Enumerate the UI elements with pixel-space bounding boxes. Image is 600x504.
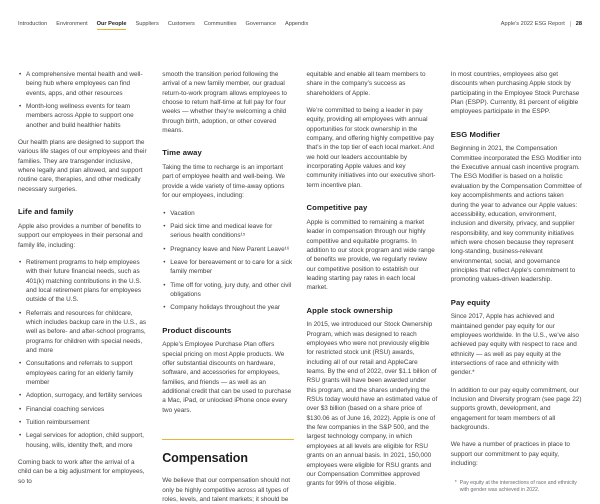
espp-paragraph: In most countries, employees also get discounts when purchasing Apple stock by participating in the Employee Stock Purchase Plan (ESPP). Currently, 81 percent of eligible employees participate in the ESPP. [450, 71, 580, 116]
list-item: • Leave for bereavement or to care for a sick family member [162, 258, 293, 277]
nav-item-our-people[interactable]: Our People [97, 21, 127, 30]
list-item: • Consultations and referrals to support employees caring for an elderly family member [18, 359, 149, 387]
page-info [501, 21, 582, 27]
section-heading-pay-equity: Pay equity [450, 297, 491, 307]
list-item: • Tuition reimbursement [18, 418, 149, 427]
section-heading-compensation: Compensation [162, 451, 248, 466]
content-columns [18, 70, 582, 504]
column-3 [306, 70, 438, 488]
list-item: • Financial coaching services [18, 405, 149, 414]
list-item: • Company holidays throughout the year [162, 303, 293, 312]
return-to-work-paragraph-start: Coming back to work after the arrival of a child can be a big adjustment for employees, so to [18, 459, 145, 485]
inclusion-diversity-paragraph: In addition to our pay equity commitment, our Inclusion and Diversity program (see page 22) supports growth, development, and engagement for team members of all backgrounds. [450, 386, 582, 432]
compensation-paragraph-continued: equitable and enable all team members to share in the company’s success as shareholders of Apple. [306, 71, 426, 97]
page-header [18, 21, 582, 30]
nav-item-suppliers[interactable]: Suppliers [135, 21, 159, 27]
list-item: • Paid sick time and medical leave for serious health conditions¹⁵ [162, 222, 293, 241]
nav-item-environment[interactable]: Environment [56, 21, 88, 27]
wellbeing-bullet-list [18, 70, 149, 130]
list-item: • Retirement programs to help employees with their future financial needs, such as 401(k) matching contributions in the U.S. and local retirement plans for employees outside of the U.S. [18, 258, 149, 305]
life-family-bullet-list [18, 258, 149, 450]
stock-ownership-paragraph: In 2015, we introduced our Stock Ownership Program, which was designed to reach employees who were not previously eligible for restricted stock unit (RSU) awards, including all of our retail and AppleCare teams. By the end of 2022, over $1.1 billion of RSU grants will have been awarded under this program, and the shares underlying the RSUs today would have an estimated value of over $3 billion (based on a share price of $130.06 as of June 16, 2022). Apple is one of the few companies in the S&P 500, and the largest technology company, in which employees at all levels are eligible for RSU grants on an annual basis. In 2021, 150,000 employees were eligible for RSU grants and our Compensation Committee approved grants for 99% of those eligible. [306, 321, 438, 488]
nav-item-communities[interactable]: Communities [203, 21, 237, 27]
report-nav [18, 21, 308, 30]
pay-equity-practices-paragraph: We have a number of practices in place to support our commitment to pay equity, including: [450, 441, 570, 468]
nav-item-introduction[interactable]: Introduction [18, 21, 48, 27]
health-plans-paragraph: Our health plans are designed to support the various life stages of our employees and their families. They are transgender inclusive, where legally and plan allowed, and support routine care, therapies, and other medically necessary surgeries. [18, 139, 147, 193]
list-item: • Referrals and resources for childcare, which includes backup care in the U.S., as well as before- and after-school programs, programs for children with special needs, and more [18, 309, 149, 356]
list-item: • Adoption, surrogacy, and fertility services [18, 391, 149, 400]
section-heading-life-and-family: Life and family [18, 207, 74, 217]
column-2 [162, 70, 293, 504]
life-family-intro-paragraph: Apple also provides a number of benefits to support our employees in their personal and family life, including: [18, 222, 143, 249]
page-number: 28 [575, 21, 582, 27]
compensation-section [162, 439, 293, 504]
nav-item-governance[interactable]: Governance [245, 21, 276, 27]
time-away-intro-paragraph: Taking the time to recharge is an important part of employee health and well-being. We provide a wide variety of time-away options for our employees, including: [162, 164, 286, 200]
list-item: • Month-long wellness events for team members across Apple to support one another and build healthier habits [18, 102, 149, 130]
footnote-text: Pay equity at the intersections of race and ethnicity with gender was achieved in 2022. [459, 479, 577, 494]
accent-rule [162, 439, 293, 440]
pay-equity-paragraph: Since 2017, Apple has achieved and maintained gender pay equity for our employees worldwide. In the U.S., we’ve also achieved pay equity with respect to race and ethnicity — as well as pay equity at the intersections of race and ethnicity with gender.* [450, 313, 579, 377]
column-4 [450, 70, 582, 494]
nav-item-appendix[interactable]: Appendix [284, 21, 309, 27]
page-info-divider [570, 21, 571, 27]
footnote-marker: * [454, 479, 457, 486]
section-heading-competitive-pay: Competitive pay [306, 203, 368, 213]
footnote [451, 480, 582, 496]
column-1 [18, 70, 149, 485]
competitive-pay-paragraph: Apple is committed to remaining a market leader in compensation through our highly competitive and equitable programs. In addition to our stock program and wide range of benefits we provide, we regularly review our competitive position to establish our leading starting pay rates in each local market. [306, 218, 435, 292]
section-heading-time-away: Time away [162, 148, 202, 158]
section-heading-product-discounts: Product discounts [162, 325, 232, 335]
return-to-work-paragraph-continued: smooth the transition period following the arrival of a new family member, our gradual return-to-work program allows employees to choose to return half-time at full pay for four weeks — whether they’re welcoming a child through birth, adoption, or other covered means. [162, 71, 287, 135]
compensation-intro-paragraph: We believe that our compensation should not only be highly competitive across all types of roles, levels, and talent markets; it should be [162, 477, 291, 504]
list-item: • Pregnancy leave and New Parent Leave¹⁶ [162, 245, 293, 254]
pay-equity-leader-paragraph: We’re committed to being a leader in pay equity, providing all employees with annual opportunities for stock ownership in the company, and offering highly competitive pay that’s in the top tier of each local market. And we hold our leaders accountable by incorporating Apple values and key community initiatives into our executive short-term incentive plan. [306, 107, 436, 189]
product-discounts-paragraph: Apple’s Employee Purchase Plan offers special pricing on most Apple products. We offer substantial discounts on hardware, software, and accessories for employees, families, and friends — as well as an additional credit that can be used to purchase a Mac, iPad, or unlocked iPhone once every two years. [162, 341, 292, 414]
time-away-bullet-list [162, 209, 293, 313]
section-heading-apple-stock-ownership: Apple stock ownership [306, 305, 393, 315]
list-item: • Vacation [162, 209, 293, 218]
report-title: Apple’s 2022 ESG Report [500, 21, 565, 27]
list-item: • Legal services for adoption, child support, housing, wills, identity theft, and more [18, 431, 149, 450]
esg-modifier-paragraph: Beginning in 2021, the Compensation Committee incorporated the ESG Modifier into the Executive annual cash incentive program. The ESG Modifier is based on a holistic evaluation by the Compensation Committee of key accomplishments and actions taken during the year to advance our Apple values: accessibility, education, environment, inclusion and diversity, privacy, and supplier responsibility, and key community initiatives which were chosen because they represent long-standing, business-relevant environmental, social, and governance principles that reflect Apple’s commitment to promoting values-driven leadership. [450, 145, 582, 284]
section-heading-esg-modifier: ESG Modifier [450, 129, 501, 139]
nav-item-customers[interactable]: Customers [167, 21, 195, 27]
list-item: • Time off for voting, jury duty, and other civil obligations [162, 281, 293, 300]
list-item: • A comprehensive mental health and well-being hub where employees can find events, apps, and other resources [18, 70, 149, 98]
